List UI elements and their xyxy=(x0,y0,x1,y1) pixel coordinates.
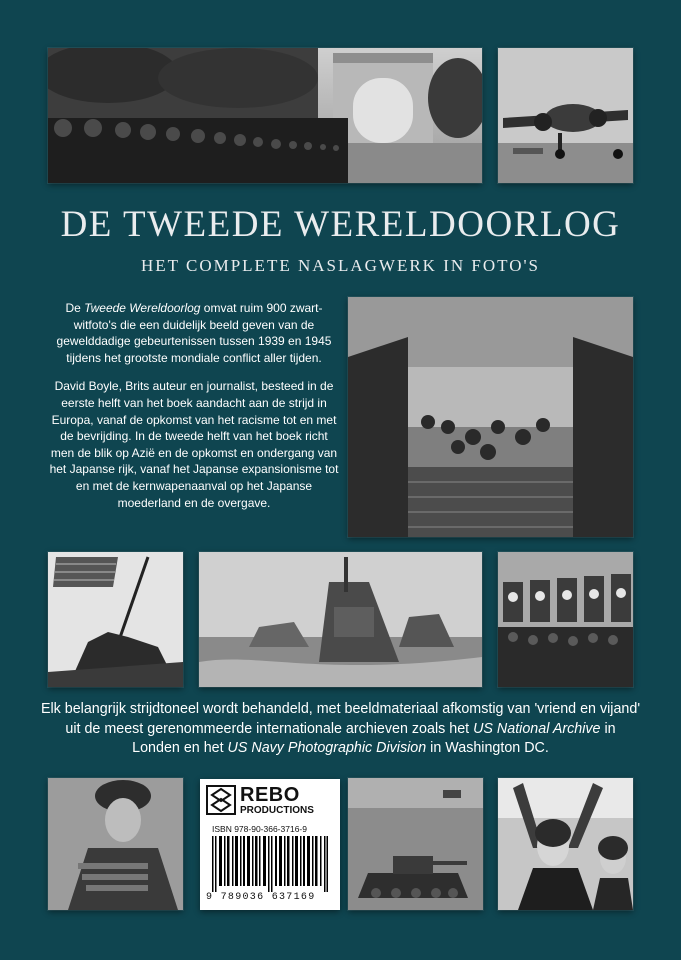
warships-photo xyxy=(199,552,482,687)
paris-parade-photo xyxy=(48,48,482,183)
intro-text xyxy=(48,300,340,523)
intro-paragraph-2: David Boyle, Brits auteur en journalist, besteed in de eerste helft van het boek aandacht aan de strijd in Europa, vanaf de opkomst van het racisme tot en met de bevrijding. In de tweede helft van het boek richt men de blik op Azië en de opkomst en ondergang van het Japanse rijk, vanaf het Japanse expansionisme tot en met de kernwapenaanval op het Japanse moederland en de overgave. xyxy=(49,379,339,510)
barcode-icon xyxy=(212,836,328,892)
bomber-photo xyxy=(498,48,633,183)
book-subtitle: HET COMPLETE NASLAGWERK IN FOTO'S xyxy=(141,256,540,275)
barcode-panel xyxy=(200,779,340,910)
tanks-photo xyxy=(348,778,483,910)
rally-photo xyxy=(498,552,633,687)
soldier-photo xyxy=(48,778,183,910)
landing-craft-photo xyxy=(348,297,633,537)
publisher-logo-subtitle: PRODUCTIONS xyxy=(240,805,314,816)
publisher-logo-name: REBO xyxy=(240,784,300,806)
intro-paragraph-1: De Tweede Wereldoorlog omvat ruim 900 zwart-witfoto's die een duidelijk beeld geven van de gewelddadige gebeurtenissen tussen 1939 en 1945 tijdens het grootste mondiale conflict aller tijden. xyxy=(56,301,332,365)
barcode-number: 9 789036 637169 xyxy=(206,892,316,903)
archive-description: Elk belangrijk strijdtoneel wordt behandeld, met beeldmateriaal afkomstig van 'vriend en vijand' uit de meest gerenommeerde internationale archieven zoals het US National Archive in Londen en het US Navy Photographic Division in Washington DC. xyxy=(40,701,641,756)
book-title: DE TWEEDE WERELDOORLOG xyxy=(60,204,621,245)
celebration-photo xyxy=(498,778,633,910)
iwo-jima-photo xyxy=(48,552,183,687)
isbn-text: ISBN 978-90-366-3716-9 xyxy=(212,824,307,834)
rebo-logo-icon xyxy=(206,785,236,815)
